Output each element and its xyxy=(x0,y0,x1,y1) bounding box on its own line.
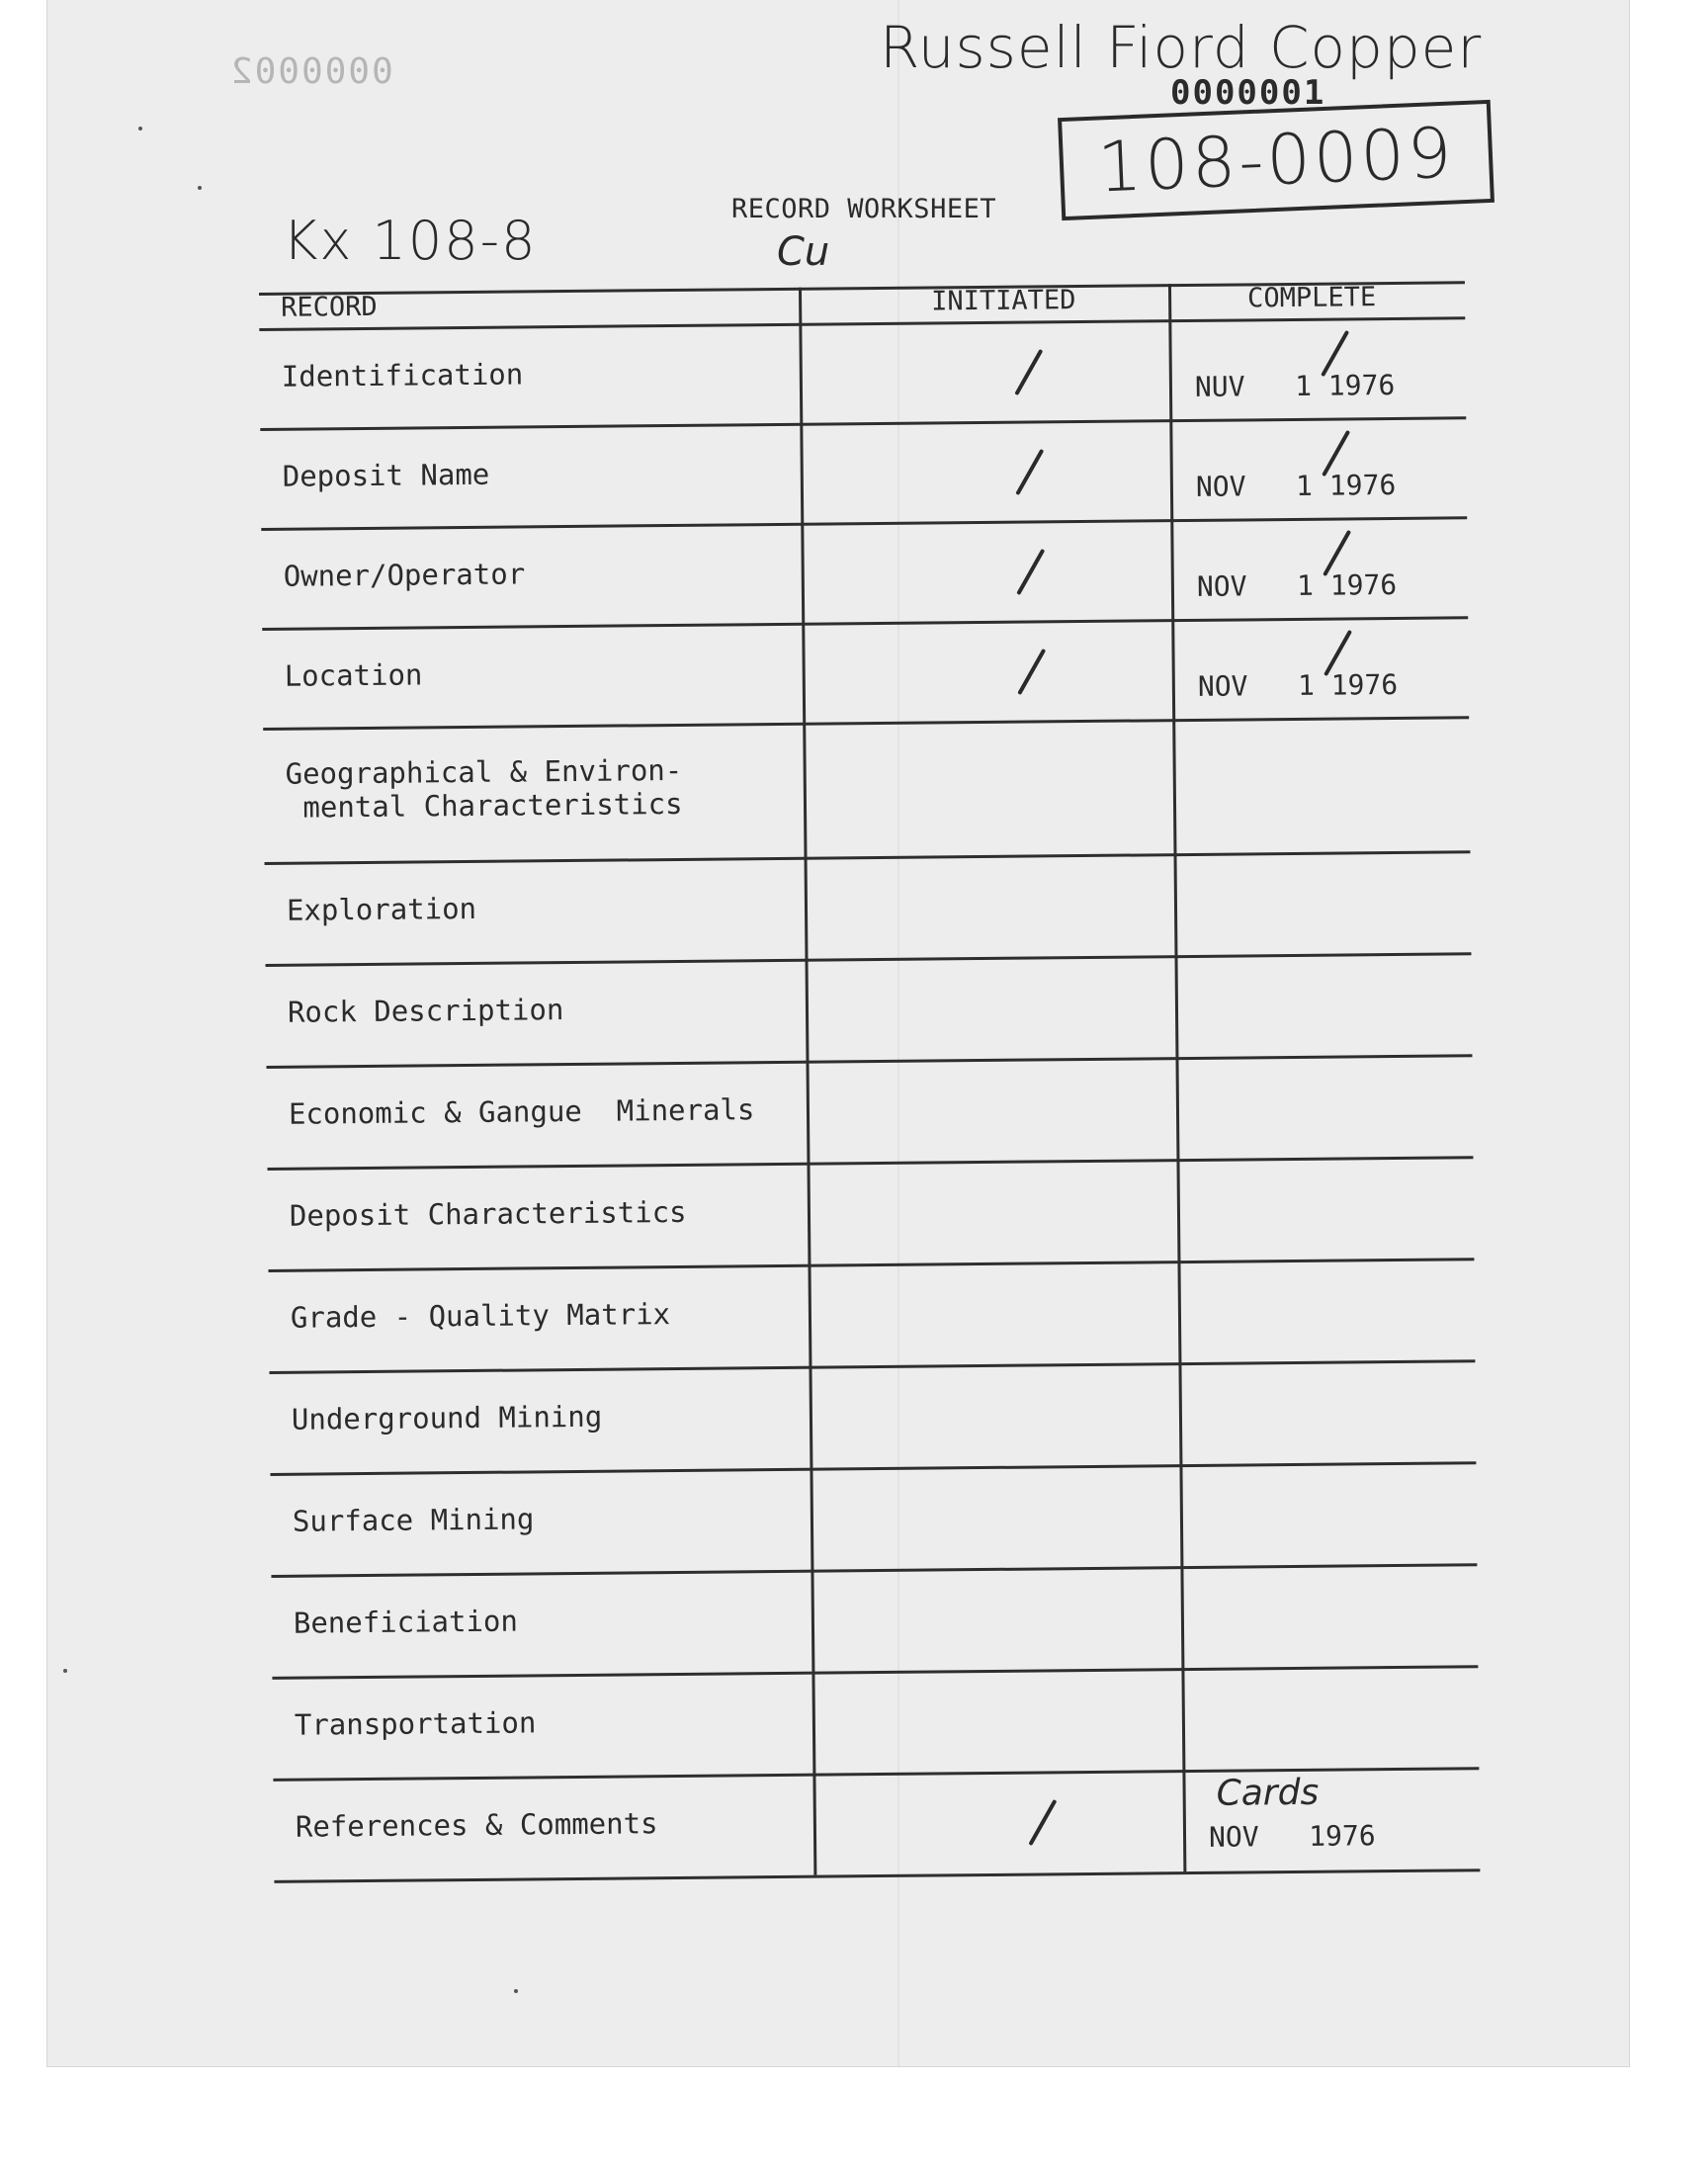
bleed-through-number: 0000002 xyxy=(229,51,393,92)
initiated-check-icon xyxy=(1014,349,1043,395)
deposit-name-handwritten: Russell Fiord Copper xyxy=(880,14,1483,81)
row-label: Rock Description xyxy=(287,993,564,1029)
header-complete: COMPLETE xyxy=(1246,282,1377,314)
row-label: Surface Mining xyxy=(292,1502,535,1538)
row-label: Deposit Characteristics xyxy=(289,1194,687,1233)
row-label: Identification xyxy=(281,357,524,393)
row-label: Deposit Name xyxy=(282,457,490,493)
row-label: Underground Mining xyxy=(291,1399,603,1436)
row-rule xyxy=(268,1258,1474,1272)
table-header-rule xyxy=(259,316,1465,331)
row-label: Location xyxy=(284,657,423,693)
kardex-reference: Kx 108-8 xyxy=(283,210,538,272)
row-rule xyxy=(265,850,1471,865)
commodity-note: Cu xyxy=(777,229,830,275)
initiated-check-icon xyxy=(1028,1799,1057,1846)
header-record: RECORD xyxy=(280,291,378,323)
row-rule xyxy=(262,616,1468,631)
scan-speck xyxy=(198,186,202,190)
row-label: Grade - Quality Matrix xyxy=(290,1297,671,1335)
scan-speck xyxy=(514,1989,518,1993)
row-rule xyxy=(263,716,1469,731)
complete-date: NOV 1 1976 xyxy=(1195,468,1397,503)
document-number: 0000001 xyxy=(1170,73,1326,113)
row-rule xyxy=(260,416,1466,431)
scan-speck xyxy=(138,127,142,130)
row-label: Geographical & Environ- mental Characteristics xyxy=(285,752,683,825)
row-label: Transportation xyxy=(294,1705,537,1742)
row-rule xyxy=(267,1156,1473,1171)
row-rule xyxy=(261,516,1467,531)
record-id: 108-0009 xyxy=(1095,112,1457,209)
record-id-box xyxy=(1058,100,1494,220)
row-label: Owner/Operator xyxy=(283,557,526,593)
complete-date: NUV 1 1976 xyxy=(1194,368,1396,403)
complete-note: Cards xyxy=(1216,1772,1320,1814)
row-label: Exploration xyxy=(286,891,477,927)
row-rule xyxy=(267,1054,1473,1069)
row-rule xyxy=(270,1461,1476,1476)
row-label: Beneficiation xyxy=(293,1604,519,1640)
row-label: Economic & Gangue Minerals xyxy=(288,1092,755,1131)
row-label: References & Comments xyxy=(295,1806,658,1844)
initiated-check-icon xyxy=(1015,449,1044,495)
complete-date: NOV 1 1976 xyxy=(1196,567,1398,603)
row-rule xyxy=(266,952,1472,967)
row-rule xyxy=(269,1359,1475,1374)
worksheet-title: RECORD WORKSHEET xyxy=(731,194,997,224)
row-rule xyxy=(271,1563,1477,1578)
initiated-check-icon xyxy=(1017,649,1046,695)
scan-speck xyxy=(63,1669,67,1673)
record-worksheet-table xyxy=(259,281,1480,1874)
initiated-check-icon xyxy=(1016,549,1045,595)
complete-date: NOV 1 1976 xyxy=(1197,667,1399,703)
complete-date: NOV 1976 xyxy=(1208,1819,1376,1854)
row-rule xyxy=(272,1665,1478,1680)
header-initiated: INITIATED xyxy=(930,285,1076,317)
